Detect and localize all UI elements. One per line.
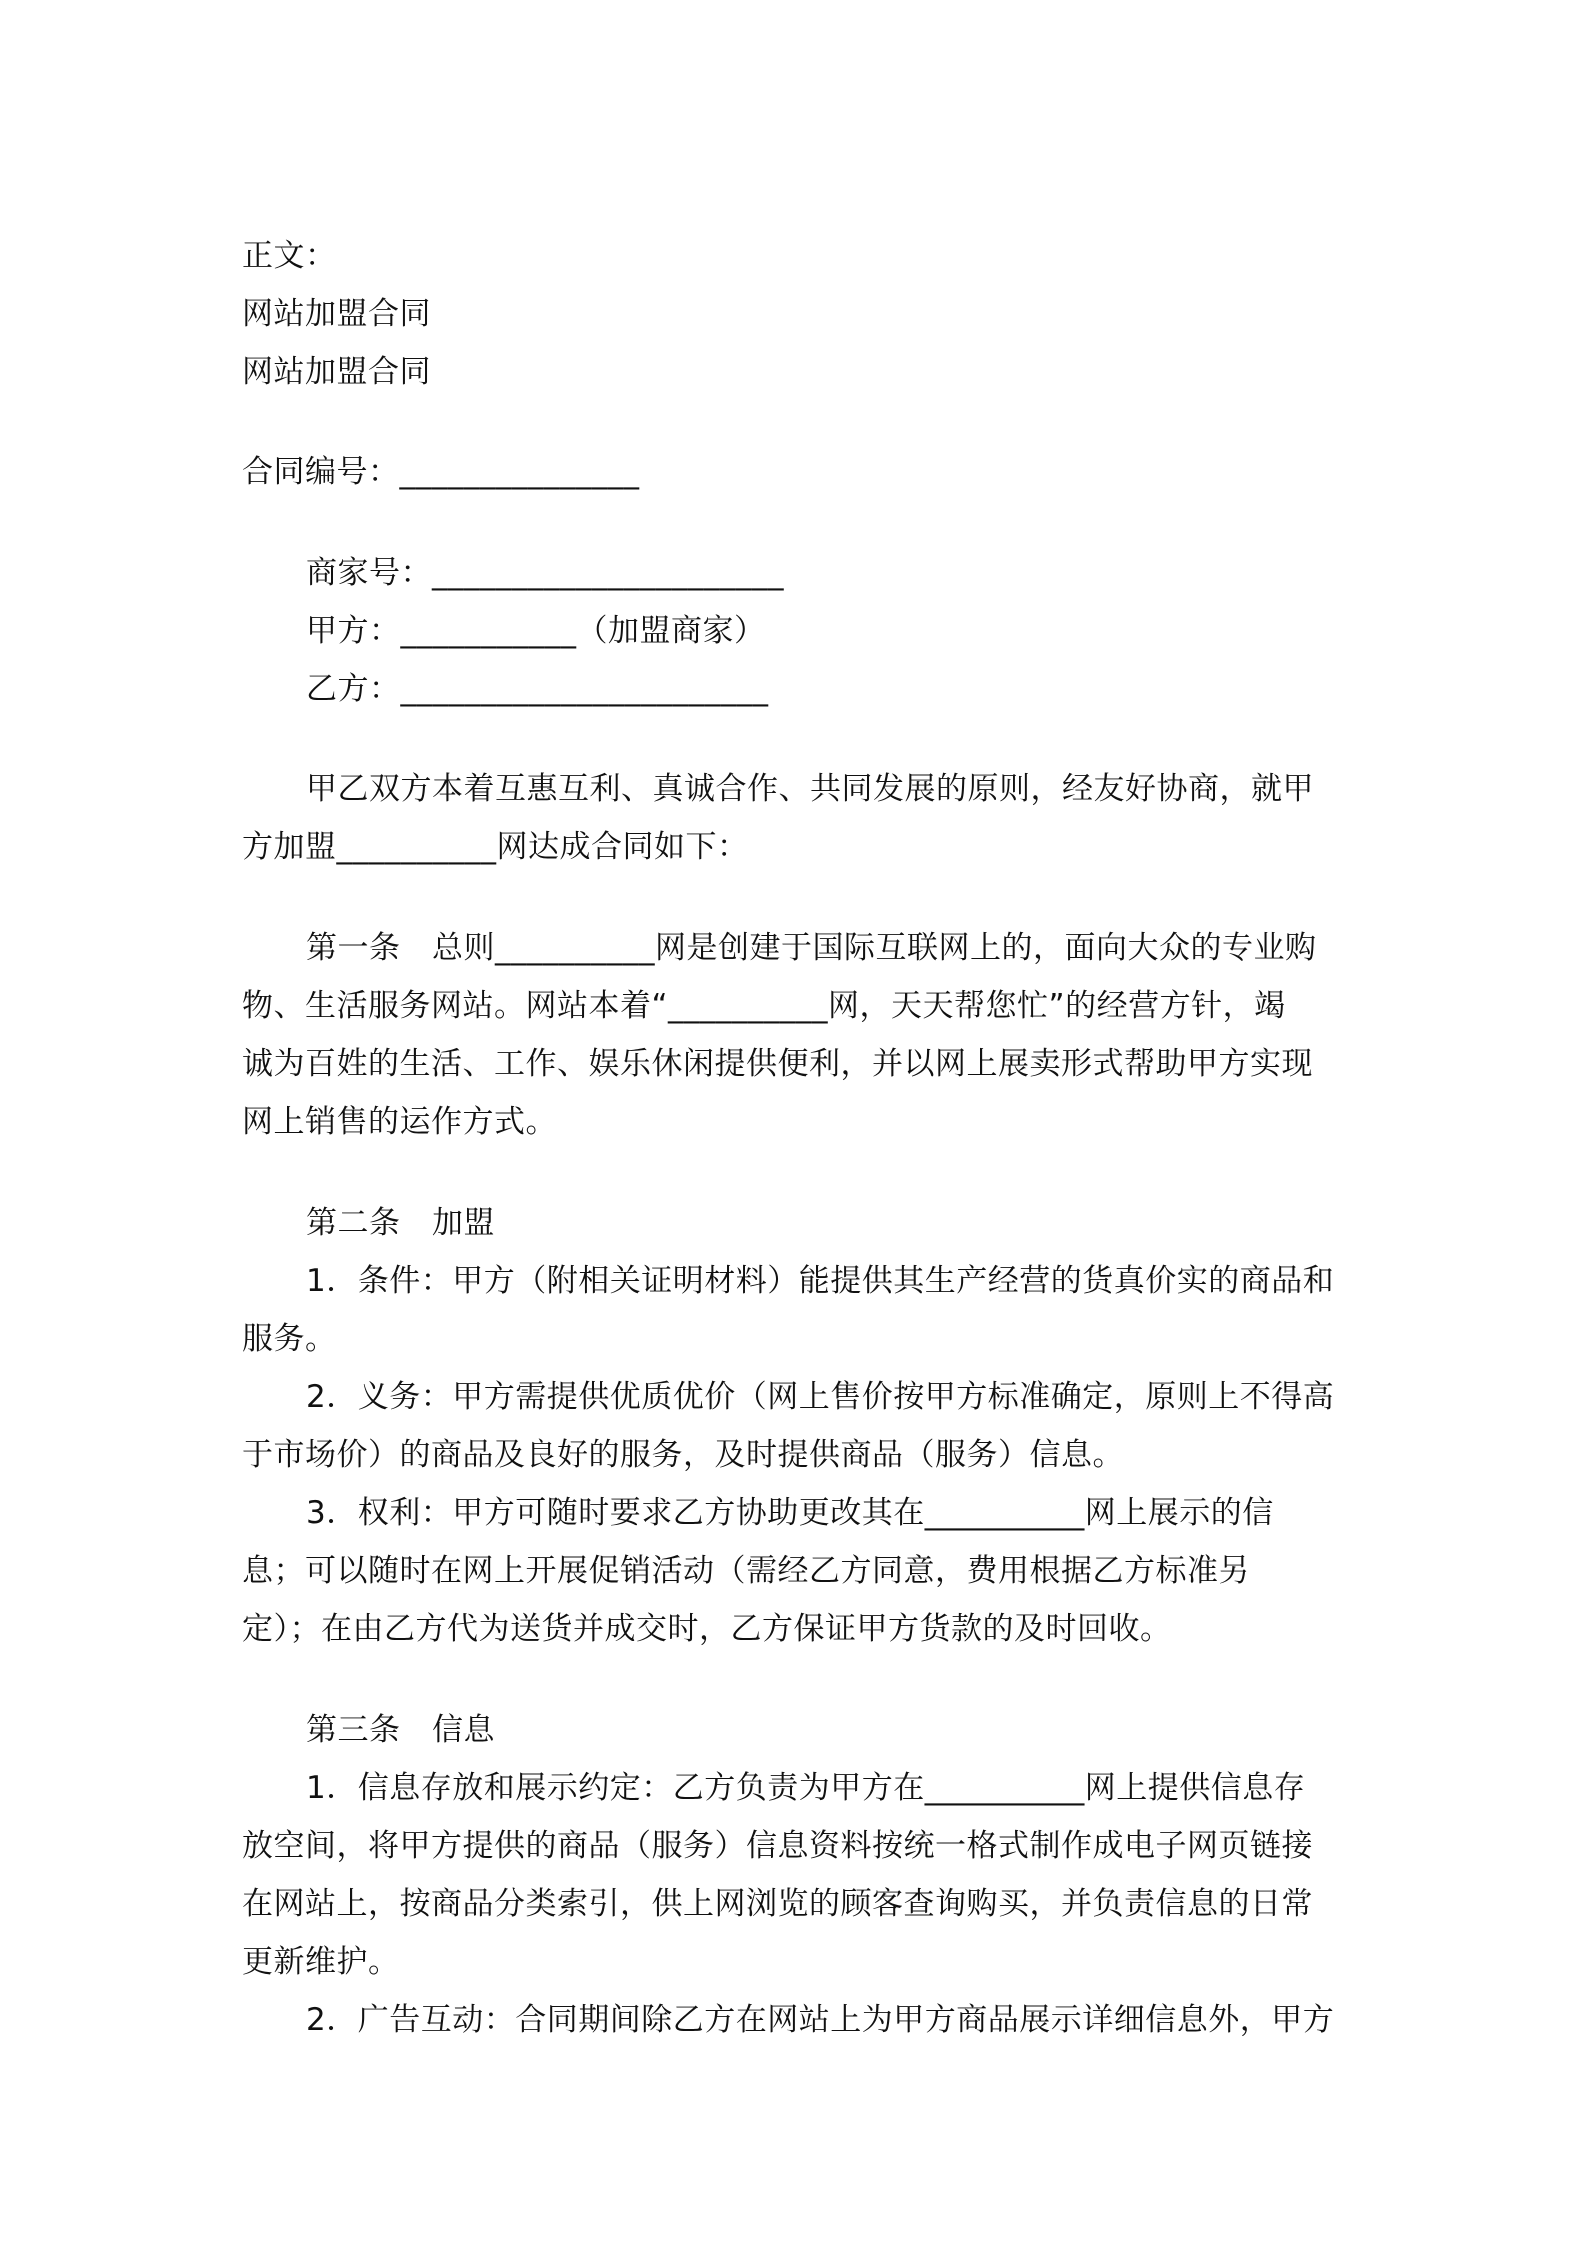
merchant-number-field: 商家号：______________________ xyxy=(306,555,784,591)
article2-item-line: 2．义务：甲方需提供优质优价（网上售价按甲方标准确定，原则上不得高 xyxy=(306,1379,1335,1415)
article3-item-line: 1．信息存放和展示约定：乙方负责为甲方在__________网上提供信息存 xyxy=(306,1770,1306,1806)
article1-line: 物、生活服务网站。网站本着“__________网，天天帮您忙”的经营方针，竭 xyxy=(242,988,1286,1024)
article2-item-line: 定）；在由乙方代为送货并成交时，乙方保证甲方货款的及时回收。 xyxy=(242,1611,1172,1647)
party-b-field: 乙方：_______________________ xyxy=(306,671,769,707)
party-a-field: 甲方：___________（加盟商家） xyxy=(306,613,766,649)
body-label: 正文： xyxy=(242,238,337,274)
article3-heading: 第三条 信息 xyxy=(306,1712,495,1748)
article3-item-line: 放空间，将甲方提供的商品（服务）信息资料按统一格式制作成电子网页链接 xyxy=(242,1828,1313,1864)
article1-line: 第一条 总则__________网是创建于国际互联网上的，面向大众的专业购 xyxy=(306,930,1317,966)
article3-item-line: 在网站上，按商品分类索引，供上网浏览的顾客查询购买，并负责信息的日常 xyxy=(242,1886,1313,1922)
document-title-repeat: 网站加盟合同 xyxy=(242,354,431,390)
article2-heading: 第二条 加盟 xyxy=(306,1205,495,1241)
article1-line: 诚为百姓的生活、工作、娱乐休闲提供便利，并以网上展卖形式帮助甲方实现 xyxy=(242,1046,1313,1082)
article2-item-line: 3．权利：甲方可随时要求乙方协助更改其在__________网上展示的信 xyxy=(306,1495,1274,1531)
article3-item-line: 更新维护。 xyxy=(242,1944,400,1980)
intro-paragraph-line: 方加盟__________网达成合同如下： xyxy=(242,829,749,865)
intro-paragraph-line: 甲乙双方本着互惠互利、真诚合作、共同发展的原则，经友好协商，就甲 xyxy=(306,771,1314,807)
document-title: 网站加盟合同 xyxy=(242,296,431,332)
article2-item-line: 息；可以随时在网上开展促销活动（需经乙方同意，费用根据乙方标准另 xyxy=(242,1553,1250,1589)
article2-item-line: 1．条件：甲方（附相关证明材料）能提供其生产经营的货真价实的商品和 xyxy=(306,1263,1335,1299)
article3-item-line: 2．广告互动：合同期间除乙方在网站上为甲方商品展示详细信息外，甲方 xyxy=(306,2002,1335,2038)
contract-number-field: 合同编号：_______________ xyxy=(242,454,640,490)
article1-line: 网上销售的运作方式。 xyxy=(242,1104,557,1140)
article2-item-line: 服务。 xyxy=(242,1321,337,1357)
article2-item-line: 于市场价）的商品及良好的服务，及时提供商品（服务）信息。 xyxy=(242,1437,1124,1473)
